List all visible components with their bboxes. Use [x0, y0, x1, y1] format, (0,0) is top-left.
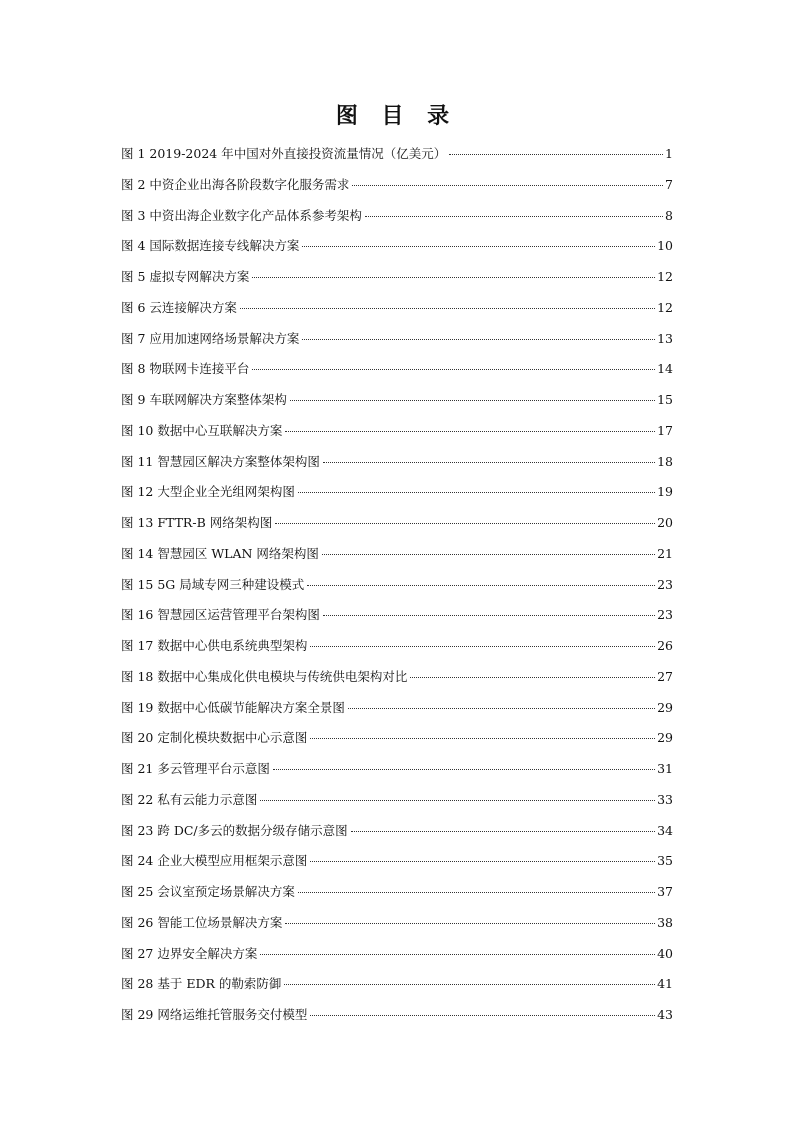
dot-leader — [290, 400, 655, 401]
dot-leader — [273, 769, 655, 770]
dot-leader — [298, 892, 655, 893]
toc-entry[interactable] — [121, 698, 673, 729]
dot-leader — [410, 677, 655, 678]
dot-leader — [275, 523, 655, 524]
dot-leader — [310, 646, 655, 647]
toc-entry[interactable] — [121, 882, 673, 913]
page-title: 图 目 录 — [335, 104, 458, 129]
dot-leader — [352, 185, 663, 186]
toc-entry[interactable] — [121, 974, 673, 1005]
dot-leader — [260, 800, 655, 801]
toc-entry-label: 图 29 网络运维托管服务交付模型 — [121, 1007, 308, 1022]
toc-entry-label: 图 17 数据中心供电系统典型架构 — [121, 638, 308, 653]
toc-entry-page-number: 7 — [665, 176, 673, 192]
dot-leader — [449, 154, 663, 155]
toc-entry[interactable] — [121, 821, 673, 852]
toc-entry[interactable] — [121, 329, 673, 360]
toc-entry[interactable] — [121, 144, 673, 175]
dot-leader — [310, 861, 655, 862]
dot-leader — [322, 554, 655, 555]
toc-entry-page-number: 43 — [657, 1007, 673, 1022]
toc-entry-label: 图 2 中资企业出海各阶段数字化服务需求 — [121, 176, 350, 192]
toc-entry-label: 图 11 智慧园区解决方案整体架构图 — [121, 453, 320, 469]
toc-entry-label: 图 14 智慧园区 WLAN 网络架构图 — [121, 545, 319, 561]
dot-leader — [323, 462, 655, 463]
toc-entry-page-number: 8 — [665, 207, 673, 223]
toc-entry[interactable] — [121, 267, 673, 298]
toc-entry-page-number: 23 — [657, 607, 673, 623]
toc-entry-label: 图 25 会议室预定场景解决方案 — [121, 884, 295, 899]
toc-entry-label: 图 19 数据中心低碳节能解决方案全景图 — [121, 699, 345, 715]
toc-entry-page-number: 12 — [657, 269, 673, 284]
toc-entry[interactable] — [121, 759, 673, 790]
toc-entry-page-number: 18 — [657, 453, 673, 469]
toc-entry-page-number: 23 — [657, 576, 673, 592]
toc-entry-page-number: 27 — [657, 668, 673, 684]
toc-entry[interactable] — [121, 913, 673, 944]
toc-entry-label: 图 13 FTTR-B 网络架构图 — [121, 515, 273, 530]
toc-entry[interactable] — [121, 790, 673, 821]
dot-leader — [302, 339, 655, 340]
toc-entry-label: 图 4 国际数据连接专线解决方案 — [121, 238, 300, 254]
toc-entry-label: 图 23 跨 DC/多云的数据分级存储示意图 — [121, 822, 348, 838]
dot-leader — [252, 277, 655, 278]
toc-entry-label: 图 26 智能工位场景解决方案 — [121, 914, 283, 930]
toc-entry-label: 图 3 中资出海企业数字化产品体系参考架构 — [121, 207, 362, 223]
toc-entry[interactable] — [121, 513, 673, 544]
toc-entry[interactable] — [121, 298, 673, 329]
dot-leader — [260, 954, 655, 955]
toc-entry[interactable] — [121, 944, 673, 975]
toc-entry-label: 图 9 车联网解决方案整体架构 — [121, 392, 287, 407]
toc-entry-label: 图 12 大型企业全光组网架构图 — [121, 484, 295, 500]
dot-leader — [285, 431, 655, 432]
toc-entry-label: 图 28 基于 EDR 的勒索防御 — [121, 976, 282, 992]
dot-leader — [323, 615, 655, 616]
toc-entry-label: 图 16 智慧园区运营管理平台架构图 — [121, 607, 320, 623]
dot-leader — [284, 984, 655, 985]
toc-entry-page-number: 29 — [657, 730, 673, 746]
toc-entry-label: 图 27 边界安全解决方案 — [121, 945, 258, 961]
toc-entry[interactable] — [121, 236, 673, 267]
toc-entry-page-number: 29 — [657, 699, 673, 715]
toc-entry[interactable] — [121, 206, 673, 237]
toc-entry[interactable] — [121, 851, 673, 882]
toc-entry-label: 图 6 云连接解决方案 — [121, 299, 237, 315]
dot-leader — [351, 831, 655, 832]
toc-entry[interactable] — [121, 452, 673, 483]
toc-entry-page-number: 17 — [657, 422, 673, 438]
toc-entry-label: 图 1 2019-2024 年中国对外直接投资流量情况（亿美元） — [121, 146, 447, 161]
toc-entry-label: 图 8 物联网卡连接平台 — [121, 361, 250, 377]
toc-entry-page-number: 20 — [657, 515, 673, 530]
dot-leader — [240, 308, 655, 309]
toc-entry-label: 图 24 企业大模型应用框架示意图 — [121, 853, 308, 869]
toc-entry-page-number: 31 — [657, 761, 673, 776]
toc-entry[interactable] — [121, 728, 673, 759]
toc-entry[interactable] — [121, 1005, 673, 1036]
toc-entry-label: 图 20 定制化模块数据中心示意图 — [121, 730, 308, 746]
toc-entry-page-number: 35 — [657, 853, 673, 869]
toc-entry-label: 图 10 数据中心互联解决方案 — [121, 422, 283, 438]
toc-entry-label: 图 7 应用加速网络场景解决方案 — [121, 330, 300, 346]
toc-entry-label: 图 22 私有云能力示意图 — [121, 791, 258, 807]
dot-leader — [310, 738, 655, 739]
dot-leader — [310, 1015, 655, 1016]
toc-entry-label: 图 18 数据中心集成化供电模块与传统供电架构对比 — [121, 668, 408, 684]
toc-entry[interactable] — [121, 605, 673, 636]
toc-entry[interactable] — [121, 421, 673, 452]
toc-entry-page-number: 1 — [665, 146, 673, 161]
toc-entry[interactable] — [121, 359, 673, 390]
toc-entry-page-number: 34 — [657, 822, 673, 838]
figure-list — [121, 144, 673, 1036]
toc-entry[interactable] — [121, 175, 673, 206]
toc-entry-page-number: 38 — [657, 914, 673, 930]
toc-entry-page-number: 37 — [657, 884, 673, 899]
toc-entry-page-number: 14 — [657, 361, 673, 377]
toc-entry-label: 图 15 5G 局域专网三种建设模式 — [121, 576, 305, 592]
toc-entry-page-number: 33 — [657, 791, 673, 807]
toc-entry-page-number: 15 — [657, 392, 673, 407]
toc-entry-page-number: 10 — [657, 238, 673, 254]
dot-leader — [302, 246, 655, 247]
toc-entry-page-number: 41 — [657, 976, 673, 992]
dot-leader — [298, 492, 655, 493]
dot-leader — [348, 708, 655, 709]
toc-entry[interactable] — [121, 482, 673, 513]
toc-entry[interactable] — [121, 636, 673, 667]
toc-entry-page-number: 12 — [657, 299, 673, 315]
toc-entry-page-number: 40 — [657, 945, 673, 961]
toc-entry-label: 图 21 多云管理平台示意图 — [121, 761, 270, 776]
toc-entry-page-number: 26 — [657, 638, 673, 653]
toc-entry[interactable] — [121, 544, 673, 575]
dot-leader — [252, 369, 655, 370]
toc-entry-page-number: 19 — [657, 484, 673, 500]
toc-entry[interactable] — [121, 390, 673, 421]
dot-leader — [307, 585, 655, 586]
toc-entry-page-number: 21 — [657, 545, 673, 561]
toc-entry-label: 图 5 虚拟专网解决方案 — [121, 269, 250, 284]
dot-leader — [365, 216, 663, 217]
toc-entry[interactable] — [121, 575, 673, 606]
toc-entry[interactable] — [121, 667, 673, 698]
dot-leader — [285, 923, 655, 924]
toc-entry-page-number: 13 — [657, 330, 673, 346]
